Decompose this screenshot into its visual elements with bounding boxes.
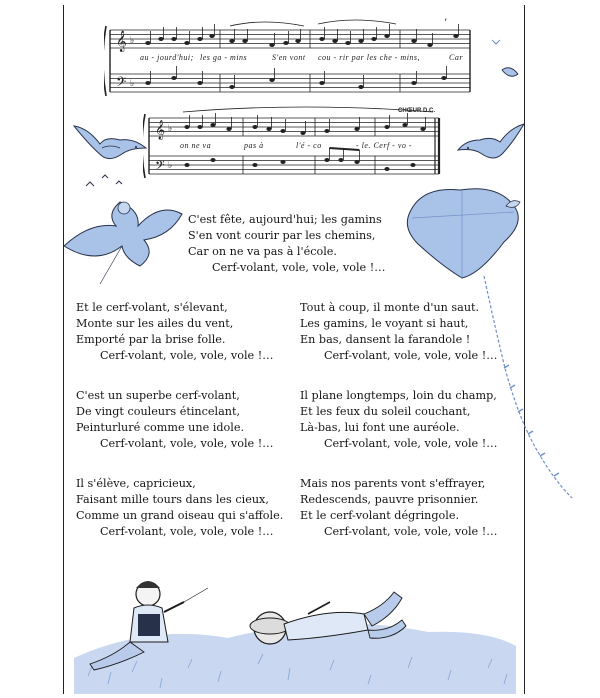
stanza-intro [188, 212, 385, 276]
flying-bird-right [456, 118, 528, 170]
lyrics-1d: cou - rir par les che - mins, [318, 53, 421, 62]
small-bird-top-right [488, 34, 528, 98]
choeur-label: CHŒUR D.C. [398, 108, 435, 114]
stanza-line: Peinturluré comme une idole. [76, 421, 244, 434]
stanza-refrain: Cerf-volant, vole, vole, vole !… [100, 349, 274, 362]
stanza-refrain: Cerf-volant, vole, vole, vole !… [324, 437, 498, 450]
stanza-line: Les gamins, le voyant si haut, [300, 317, 469, 330]
stanza-refrain: Cerf-volant, vole, vole, vole !… [100, 437, 274, 450]
stanza-line: C'est un superbe cerf-volant, [76, 389, 240, 402]
bird-shaped-kite [60, 196, 190, 290]
stanza-line: Comme un grand oiseau qui s'affole. [76, 509, 284, 522]
svg-text:♭: ♭ [168, 161, 173, 171]
flying-bird-left [70, 118, 150, 172]
lyrics-2d: - le. Cerf - vo - [356, 141, 413, 150]
lyrics-2b: pas à [244, 141, 264, 150]
stanza-line: Il plane longtemps, loin du champ, [300, 389, 497, 402]
music-system-1 [104, 16, 476, 108]
stanza-line: Redescends, pauvre prisonnier. [300, 493, 479, 506]
stanza-left-1 [76, 300, 273, 364]
stanza-right-1 [300, 300, 497, 364]
stanza-line: Tout à coup, il monte d'un saut. [300, 301, 480, 314]
small-birds-left [82, 168, 142, 196]
children-on-grass [68, 572, 520, 698]
stanza-line: Car on ne va pas à l'école. [188, 245, 337, 258]
stanza-line: Et le cerf-volant dégringole. [300, 509, 460, 522]
lyrics-2c: l'é - co [296, 141, 322, 150]
stanza-line: Monte sur les ailes du vent, [76, 317, 234, 330]
lyrics-1e: Car [449, 53, 463, 62]
stanza-left-2 [76, 388, 273, 452]
lyrics-1c: S'en vont [272, 53, 306, 62]
stanza-line: S'en vont courir par les chemins, [188, 229, 376, 242]
stanza-line: Il s'élève, capricieux, [76, 477, 196, 490]
stanza-line: Emporté par la brise folle. [76, 333, 226, 346]
svg-text:𝄞: 𝄞 [155, 120, 166, 140]
stanza-refrain: Cerf-volant, vole, vole, vole !… [324, 525, 498, 538]
svg-text:’: ’ [444, 18, 448, 29]
svg-text:𝄢: 𝄢 [116, 74, 127, 93]
stanza-right-2 [300, 388, 497, 452]
stanza-refrain: Cerf-volant, vole, vole, vole !… [100, 525, 274, 538]
svg-text:♭: ♭ [168, 124, 173, 134]
stanza-line: Mais nos parents vont s'effrayer, [300, 477, 486, 490]
stanza-refrain: Cerf-volant, vole, vole, vole !… [324, 349, 498, 362]
stanza-line: Faisant mille tours dans les cieux, [76, 493, 269, 506]
stanza-line: En bas, dansent la farandole ! [300, 333, 471, 346]
stanza-line: C'est fête, aujourd'hui; les gamins [188, 213, 382, 226]
lyrics-2a: on ne va [180, 141, 212, 150]
stanza-refrain: Cerf-volant, vole, vole, vole !… [212, 261, 386, 274]
stanza-line: Et les feux du soleil couchant, [300, 405, 471, 418]
stanza-right-3 [300, 476, 497, 540]
stanza-line: Là-bas, lui font une auréole. [300, 421, 460, 434]
stanza-line: De vingt couleurs étincelant, [76, 405, 241, 418]
lyrics-1b: les ga - mins [200, 53, 248, 62]
svg-text:𝄢: 𝄢 [155, 158, 165, 176]
svg-text:♭: ♭ [130, 79, 135, 89]
stanza-line: Et le cerf-volant, s'élevant, [76, 301, 228, 314]
stanza-left-3 [76, 476, 283, 540]
lyrics-1a: au - jourd'hui; [140, 53, 194, 62]
round-kite [402, 182, 532, 286]
svg-text:𝄞: 𝄞 [116, 31, 127, 52]
svg-text:♭: ♭ [130, 36, 135, 46]
